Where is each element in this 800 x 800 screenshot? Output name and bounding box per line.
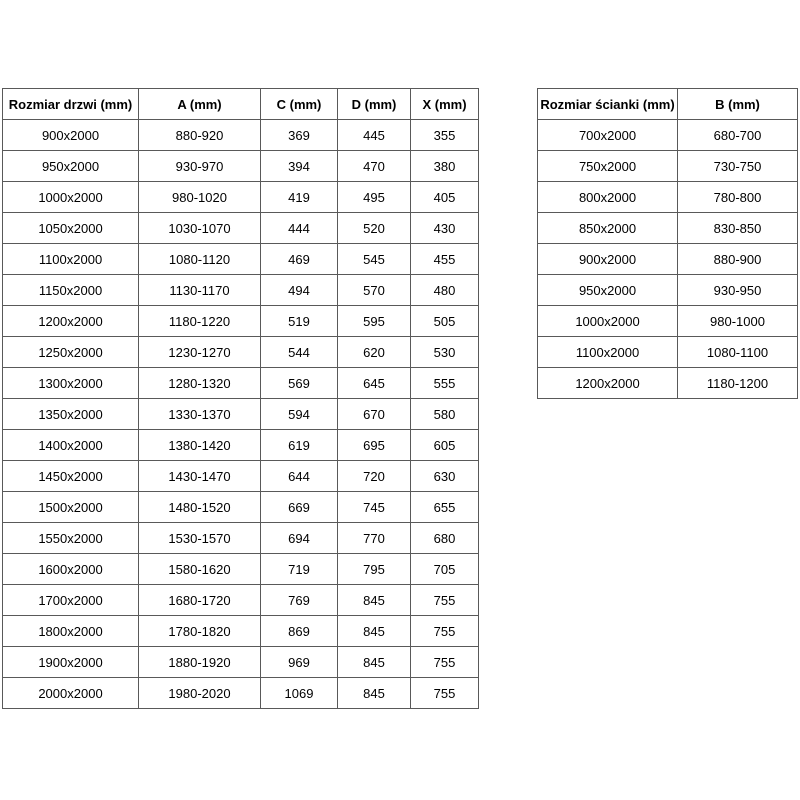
table-row (3, 492, 479, 523)
table-cell: 1200x2000 (3, 306, 139, 337)
table-cell: 569 (261, 368, 338, 399)
table-cell: 1780-1820 (139, 616, 261, 647)
table-cell: 380 (411, 151, 479, 182)
table-cell: 405 (411, 182, 479, 213)
table-cell: 950x2000 (3, 151, 139, 182)
table-cell: 494 (261, 275, 338, 306)
table-cell: 1100x2000 (3, 244, 139, 275)
table-cell: 355 (411, 120, 479, 151)
table-cell: 755 (411, 678, 479, 709)
table-cell: 570 (338, 275, 411, 306)
table-cell: 630 (411, 461, 479, 492)
table-cell: 1480-1520 (139, 492, 261, 523)
table-cell: 555 (411, 368, 479, 399)
table-row (3, 585, 479, 616)
table-cell: 950x2000 (538, 275, 678, 306)
table-cell: 1280-1320 (139, 368, 261, 399)
table-cell: 869 (261, 616, 338, 647)
table-cell: 1150x2000 (3, 275, 139, 306)
table-cell: 620 (338, 337, 411, 368)
table-cell: 880-900 (678, 244, 798, 275)
table-row (3, 244, 479, 275)
table-cell: 1130-1170 (139, 275, 261, 306)
table-cell: 695 (338, 430, 411, 461)
table-row (538, 368, 798, 399)
table-cell: 1180-1220 (139, 306, 261, 337)
table-cell: 700x2000 (538, 120, 678, 151)
table-row (3, 523, 479, 554)
table-cell: 969 (261, 647, 338, 678)
table-cell: 755 (411, 585, 479, 616)
table-cell: 430 (411, 213, 479, 244)
column-header: Rozmiar drzwi (mm) (3, 89, 139, 120)
table-row (3, 182, 479, 213)
wall-size-table (537, 88, 798, 399)
table-cell: 619 (261, 430, 338, 461)
table-cell: 1080-1120 (139, 244, 261, 275)
table-cell: 2000x2000 (3, 678, 139, 709)
table-cell: 1880-1920 (139, 647, 261, 678)
table-row (3, 461, 479, 492)
table-row (3, 151, 479, 182)
table-cell: 1550x2000 (3, 523, 139, 554)
table-cell: 705 (411, 554, 479, 585)
table-row (538, 337, 798, 368)
table-cell: 520 (338, 213, 411, 244)
table-cell: 455 (411, 244, 479, 275)
table-cell: 545 (338, 244, 411, 275)
table-cell: 594 (261, 399, 338, 430)
table-cell: 1700x2000 (3, 585, 139, 616)
column-header: A (mm) (139, 89, 261, 120)
column-header: Rozmiar ścianki (mm) (538, 89, 678, 120)
column-header: D (mm) (338, 89, 411, 120)
table-row (538, 244, 798, 275)
table-cell: 1069 (261, 678, 338, 709)
table-cell: 1380-1420 (139, 430, 261, 461)
table-cell: 770 (338, 523, 411, 554)
table-cell: 1430-1470 (139, 461, 261, 492)
table-cell: 745 (338, 492, 411, 523)
table-row (3, 213, 479, 244)
table-cell: 845 (338, 616, 411, 647)
table-row (538, 120, 798, 151)
table-cell: 595 (338, 306, 411, 337)
table-cell: 1300x2000 (3, 368, 139, 399)
table-cell: 644 (261, 461, 338, 492)
table-row (3, 647, 479, 678)
table-cell: 780-800 (678, 182, 798, 213)
table-cell: 850x2000 (538, 213, 678, 244)
table-cell: 719 (261, 554, 338, 585)
table-row (3, 399, 479, 430)
table-cell: 930-950 (678, 275, 798, 306)
table-cell: 1800x2000 (3, 616, 139, 647)
table-cell: 445 (338, 120, 411, 151)
table-cell: 755 (411, 616, 479, 647)
table-row (3, 678, 479, 709)
table-cell: 750x2000 (538, 151, 678, 182)
table-cell: 469 (261, 244, 338, 275)
table-cell: 1000x2000 (3, 182, 139, 213)
wall-table-header-row (538, 89, 798, 120)
table-cell: 1200x2000 (538, 368, 678, 399)
table-cell: 1230-1270 (139, 337, 261, 368)
table-row (3, 430, 479, 461)
column-header: X (mm) (411, 89, 479, 120)
table-row (3, 306, 479, 337)
table-cell: 1580-1620 (139, 554, 261, 585)
table-cell: 580 (411, 399, 479, 430)
table-cell: 1180-1200 (678, 368, 798, 399)
table-cell: 1350x2000 (3, 399, 139, 430)
column-header: C (mm) (261, 89, 338, 120)
table-cell: 394 (261, 151, 338, 182)
table-cell: 1050x2000 (3, 213, 139, 244)
table-cell: 519 (261, 306, 338, 337)
table-cell: 1500x2000 (3, 492, 139, 523)
table-cell: 900x2000 (538, 244, 678, 275)
table-cell: 1100x2000 (538, 337, 678, 368)
table-cell: 845 (338, 678, 411, 709)
table-cell: 645 (338, 368, 411, 399)
table-cell: 795 (338, 554, 411, 585)
table-cell: 1450x2000 (3, 461, 139, 492)
table-cell: 369 (261, 120, 338, 151)
table-cell: 1900x2000 (3, 647, 139, 678)
table-cell: 1080-1100 (678, 337, 798, 368)
table-row (3, 120, 479, 151)
door-table-header-row (3, 89, 479, 120)
table-cell: 669 (261, 492, 338, 523)
table-cell: 755 (411, 647, 479, 678)
table-cell: 930-970 (139, 151, 261, 182)
table-cell: 655 (411, 492, 479, 523)
table-cell: 845 (338, 647, 411, 678)
table-cell: 680-700 (678, 120, 798, 151)
table-cell: 1600x2000 (3, 554, 139, 585)
table-cell: 444 (261, 213, 338, 244)
table-cell: 800x2000 (538, 182, 678, 213)
table-cell: 530 (411, 337, 479, 368)
table-cell: 670 (338, 399, 411, 430)
table-row (538, 306, 798, 337)
table-cell: 694 (261, 523, 338, 554)
table-cell: 900x2000 (3, 120, 139, 151)
table-row (538, 275, 798, 306)
table-cell: 505 (411, 306, 479, 337)
table-cell: 830-850 (678, 213, 798, 244)
table-cell: 1980-2020 (139, 678, 261, 709)
table-row (3, 368, 479, 399)
table-row (3, 275, 479, 306)
table-row (3, 616, 479, 647)
table-cell: 419 (261, 182, 338, 213)
table-cell: 544 (261, 337, 338, 368)
column-header: B (mm) (678, 89, 798, 120)
table-cell: 1530-1570 (139, 523, 261, 554)
table-cell: 1400x2000 (3, 430, 139, 461)
table-cell: 880-920 (139, 120, 261, 151)
table-cell: 605 (411, 430, 479, 461)
table-cell: 720 (338, 461, 411, 492)
table-row (538, 213, 798, 244)
table-cell: 495 (338, 182, 411, 213)
table-row (3, 337, 479, 368)
table-row (538, 151, 798, 182)
table-cell: 480 (411, 275, 479, 306)
table-cell: 980-1000 (678, 306, 798, 337)
table-cell: 1330-1370 (139, 399, 261, 430)
table-cell: 845 (338, 585, 411, 616)
table-cell: 1680-1720 (139, 585, 261, 616)
table-cell: 980-1020 (139, 182, 261, 213)
table-row (538, 182, 798, 213)
table-row (3, 554, 479, 585)
table-cell: 1000x2000 (538, 306, 678, 337)
table-cell: 1250x2000 (3, 337, 139, 368)
table-cell: 470 (338, 151, 411, 182)
table-cell: 730-750 (678, 151, 798, 182)
table-cell: 680 (411, 523, 479, 554)
table-cell: 1030-1070 (139, 213, 261, 244)
table-cell: 769 (261, 585, 338, 616)
door-size-table (2, 88, 479, 709)
